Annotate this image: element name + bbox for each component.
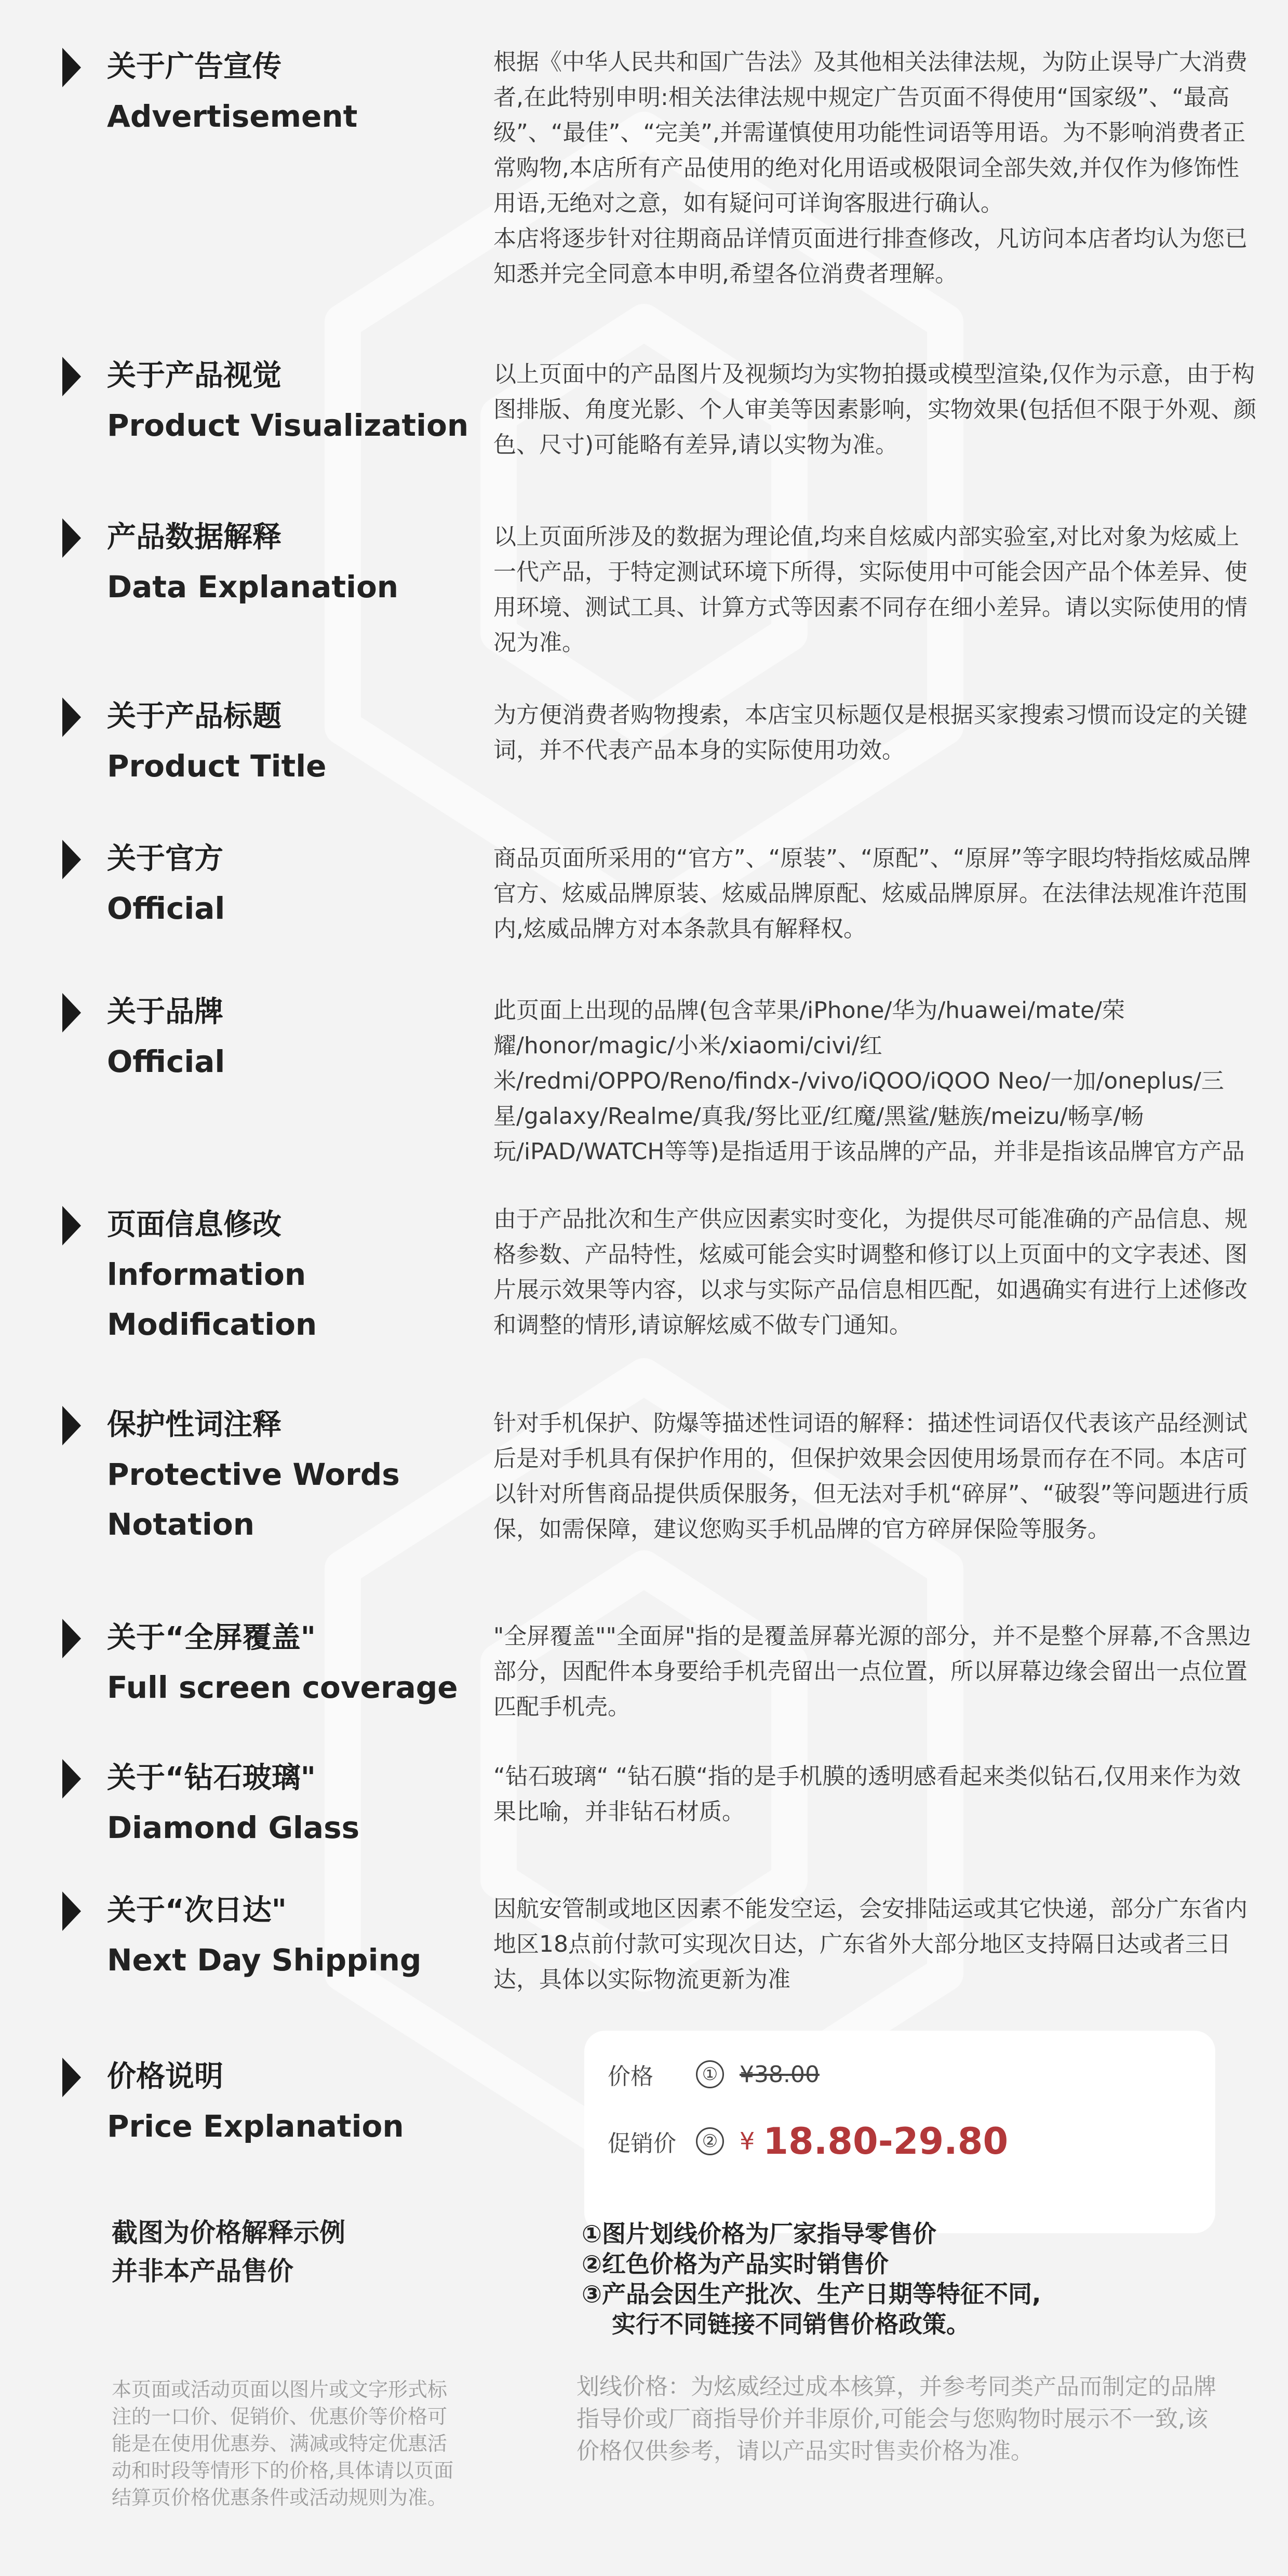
section-body bbox=[493, 1202, 1257, 1343]
section-title-cn: 页面信息修改 bbox=[107, 1208, 281, 1242]
section-title-en: Full screen coverage bbox=[107, 1670, 458, 1705]
triangle-bullet-icon bbox=[62, 1759, 81, 1799]
list-price-value: ¥38.00 bbox=[740, 2061, 820, 2088]
promo-price-row bbox=[608, 2120, 1008, 2163]
section-heading bbox=[62, 352, 467, 450]
section-paragraph: 以上页面中的产品图片及视频均为实物拍摄或模型渲染,仅作为示意，由于构图排版、角度光影、个人审美等因素影响，实物效果(包括但不限于外观、颜色、尺寸)可能略有差异,请以实物为准。 bbox=[493, 361, 1257, 458]
section-title-en: Official bbox=[107, 1044, 225, 1079]
promo-price-value: 18.80-29.80 bbox=[763, 2120, 1009, 2163]
section-body bbox=[493, 993, 1257, 1170]
triangle-bullet-icon bbox=[62, 357, 81, 396]
example-disclaimer-line: 截图为价格解释示例 bbox=[112, 2218, 345, 2248]
section-body bbox=[493, 45, 1257, 292]
section-paragraph: “钻石玻璃“ “钻石膜“指的是手机膜的透明感看起来类似钻石,仅用来作为效果比喻，并非钻石材质。 bbox=[493, 1763, 1241, 1825]
section-body bbox=[493, 1406, 1257, 1547]
section-paragraph: 本店将逐步针对往期商品详情页面进行排查修改，凡访问本店者均认为您已知悉并完全同意本申明,希望各位消费者理解。 bbox=[493, 225, 1247, 287]
price-note: ②红色价格为产品实时销售价 bbox=[582, 2250, 889, 2278]
triangle-bullet-icon bbox=[62, 697, 81, 737]
section-body bbox=[493, 357, 1257, 463]
section-paragraph: 由于产品批次和生产供应因素实时变化，为提供尽可能准确的产品信息、规格参数、产品特性，炫威可能会实时调整和修订以上页面中的文字表述、图片展示效果等内容，以求与实际产品信息相匹配，如遇确实有进行上述修改和调整的情形,请谅解炫威不做专门通知。 bbox=[493, 1206, 1247, 1338]
section-body bbox=[493, 697, 1257, 768]
price-note: 实行不同链接不同销售价格政策。 bbox=[612, 2310, 970, 2338]
list-price-row bbox=[608, 2058, 820, 2091]
section-heading bbox=[62, 2052, 467, 2151]
price-note: ①图片划线价格为厂家指导零售价 bbox=[582, 2220, 936, 2248]
section-paragraph: 因航安管制或地区因素不能发空运，会安排陆运或其它快递，部分广东省内地区18点前付款可实现次日达，广东省外大部分地区支持隔日达或者三日达，具体以实际物流更新为准 bbox=[493, 1896, 1247, 1993]
section-title-cn: 关于品牌 bbox=[107, 995, 223, 1029]
section-title-cn: 产品数据解释 bbox=[107, 520, 281, 554]
section-title-cn: 保护性词注释 bbox=[107, 1408, 281, 1442]
example-disclaimer bbox=[112, 2213, 345, 2290]
footer-strikethrough-explanation: 划线价格：为炫威经过成本核算，并参考同类产品而制定的品牌指导价或厂商指导价并非原价,可能会与您购物时展示不一致,该价格仅供参考，请以产品实时售卖价格为准。 bbox=[576, 2373, 1216, 2464]
marker-badge: ① bbox=[696, 2060, 724, 2088]
section-title-cn: 关于广告宣传 bbox=[107, 50, 281, 84]
section-title-en: Official bbox=[107, 891, 225, 926]
section-heading bbox=[62, 988, 467, 1086]
section-heading bbox=[62, 1886, 467, 1985]
price-note: ③产品会因生产批次、生产日期等特征不同, bbox=[582, 2280, 1041, 2308]
section-title-en: Product Title bbox=[107, 748, 327, 784]
section-paragraph: 商品页面所采用的“官方”、“原装”、“原配”、“原屏”等字眼均特指炫威品牌官方、炫威品牌原装、炫威品牌原配、炫威品牌原屏。在法律法规准许范围内,炫威品牌方对本条款具有解释权。 bbox=[493, 845, 1251, 942]
list-price-label: 价格 bbox=[608, 2063, 653, 2090]
section-paragraph: 以上页面所涉及的数据为理论值,均来自炫威内部实验室,对比对象为炫威上一代产品，于特定测试环境下所得，实际使用中可能会因产品个体差异、使用环境、测试工具、计算方式等因素不同存在细小差异。请以实际使用的情况为准。 bbox=[493, 524, 1247, 656]
section-body bbox=[493, 1891, 1257, 1997]
triangle-bullet-icon bbox=[62, 840, 81, 879]
section-heading bbox=[62, 43, 467, 141]
section-title-cn: 关于产品标题 bbox=[107, 700, 281, 733]
section-title-cn: 关于官方 bbox=[107, 842, 223, 876]
promo-currency: ¥ bbox=[740, 2127, 755, 2155]
price-example-card bbox=[584, 2031, 1215, 2233]
promo-price-label: 促销价 bbox=[608, 2130, 676, 2157]
section-body bbox=[493, 841, 1257, 947]
section-title-en: Diamond Glass bbox=[107, 1810, 360, 1845]
section-title-en: Data Explanation bbox=[107, 569, 399, 605]
section-title-cn: 关于“全屏覆盖" bbox=[107, 1621, 316, 1655]
footer-price-disclaimer: 本页面或活动页面以图片或文字形式标注的一口价、促销价、优惠价等价格可能是在使用优惠券、满减或特定优惠活动和时段等情形下的价格,具体请以页面结算页价格优惠条件或活动规则为准。 bbox=[112, 2378, 454, 2509]
section-title-en: Next Day Shipping bbox=[107, 1942, 422, 1978]
section-title-en: Product Visualization bbox=[107, 408, 469, 443]
section-title-en: Price Explanation bbox=[107, 2109, 404, 2144]
section-body bbox=[493, 1759, 1257, 1830]
marker-badge: ② bbox=[696, 2127, 724, 2155]
example-disclaimer-line: 并非本产品售价 bbox=[112, 2256, 293, 2286]
section-title-cn: 价格说明 bbox=[107, 2060, 223, 2094]
section-paragraph: 为方便消费者购物搜索，本店宝贝标题仅是根据买家搜索习惯而设定的关键词，并不代表产品本身的实际使用功效。 bbox=[493, 702, 1247, 763]
section-title-cn: 关于“次日达" bbox=[107, 1894, 287, 1927]
section-title-en: Notation bbox=[107, 1507, 254, 1542]
section-heading bbox=[62, 692, 467, 791]
triangle-bullet-icon bbox=[62, 1619, 81, 1658]
price-notes-list bbox=[582, 2219, 1041, 2339]
section-paragraph: "全屏覆盖""全面屏"指的是覆盖屏幕光源的部分，并不是整个屏幕,不含黑边部分，因配件本身要给手机壳留出一点位置，所以屏幕边缘会留出一点位置匹配手机壳。 bbox=[493, 1623, 1251, 1720]
section-paragraph: 此页面上出现的品牌(包含苹果/iPhone/华为/huawei/mate/荣耀/honor/magic/小米/xiaomi/civi/红米/redmi/OPPO/Reno/findx-/vivo/iQOO/iQOO Neo/一加/oneplus/三星/galaxy/Realme/真我/努比亚/红魔/黑鲨/魅族/meizu/畅享/畅玩/iPAD/WATCH等等)是指适用于该品牌的产品，并非是指该品牌官方产品 bbox=[493, 997, 1245, 1165]
section-heading bbox=[62, 835, 467, 933]
section-paragraph: 根据《中华人民共和国广告法》及其他相关法律法规，为防止误导广大消费者,在此特别申明:相关法律法规中规定广告页面不得使用“国家级”、“最高级”、“最佳”、“完美”,并需谨慎使用功能性词语等用语。为不影响消费者正常购物,本店所有产品使用的绝对化用语或极限词全部失效,并仅作为修饰性用语,无绝对之意，如有疑问可详询客服进行确认。 bbox=[493, 49, 1247, 217]
section-title-en: Modification bbox=[107, 1307, 317, 1342]
section-heading bbox=[62, 513, 467, 612]
triangle-bullet-icon bbox=[62, 48, 81, 87]
section-heading bbox=[62, 1614, 467, 1712]
section-paragraph: 针对手机保护、防爆等描述性词语的解释：描述性词语仅代表该产品经测试后是对手机具有保护作用的，但保护效果会因使用场景而存在不同。本店可以针对所售商品提供质保服务，但无法对手机“碎屏”、“破裂”等问题进行质保，如需保障，建议您购买手机品牌的官方碎屏保险等服务。 bbox=[493, 1410, 1250, 1542]
triangle-bullet-icon bbox=[62, 993, 81, 1032]
triangle-bullet-icon bbox=[62, 1206, 81, 1245]
section-title-en: Protective Words bbox=[107, 1457, 400, 1492]
section-heading bbox=[62, 1401, 467, 1549]
section-body bbox=[493, 1619, 1257, 1725]
section-title-cn: 关于产品视觉 bbox=[107, 359, 281, 393]
section-title-cn: 关于“钻石玻璃" bbox=[107, 1761, 316, 1795]
section-title-en: lnformation bbox=[107, 1257, 306, 1292]
triangle-bullet-icon bbox=[62, 1406, 81, 1445]
section-body bbox=[493, 519, 1257, 661]
triangle-bullet-icon bbox=[62, 2058, 81, 2097]
section-title-en: Advertisement bbox=[107, 99, 358, 134]
triangle-bullet-icon bbox=[62, 1891, 81, 1931]
triangle-bullet-icon bbox=[62, 518, 81, 558]
section-heading bbox=[62, 1201, 467, 1349]
section-heading bbox=[62, 1754, 467, 1853]
